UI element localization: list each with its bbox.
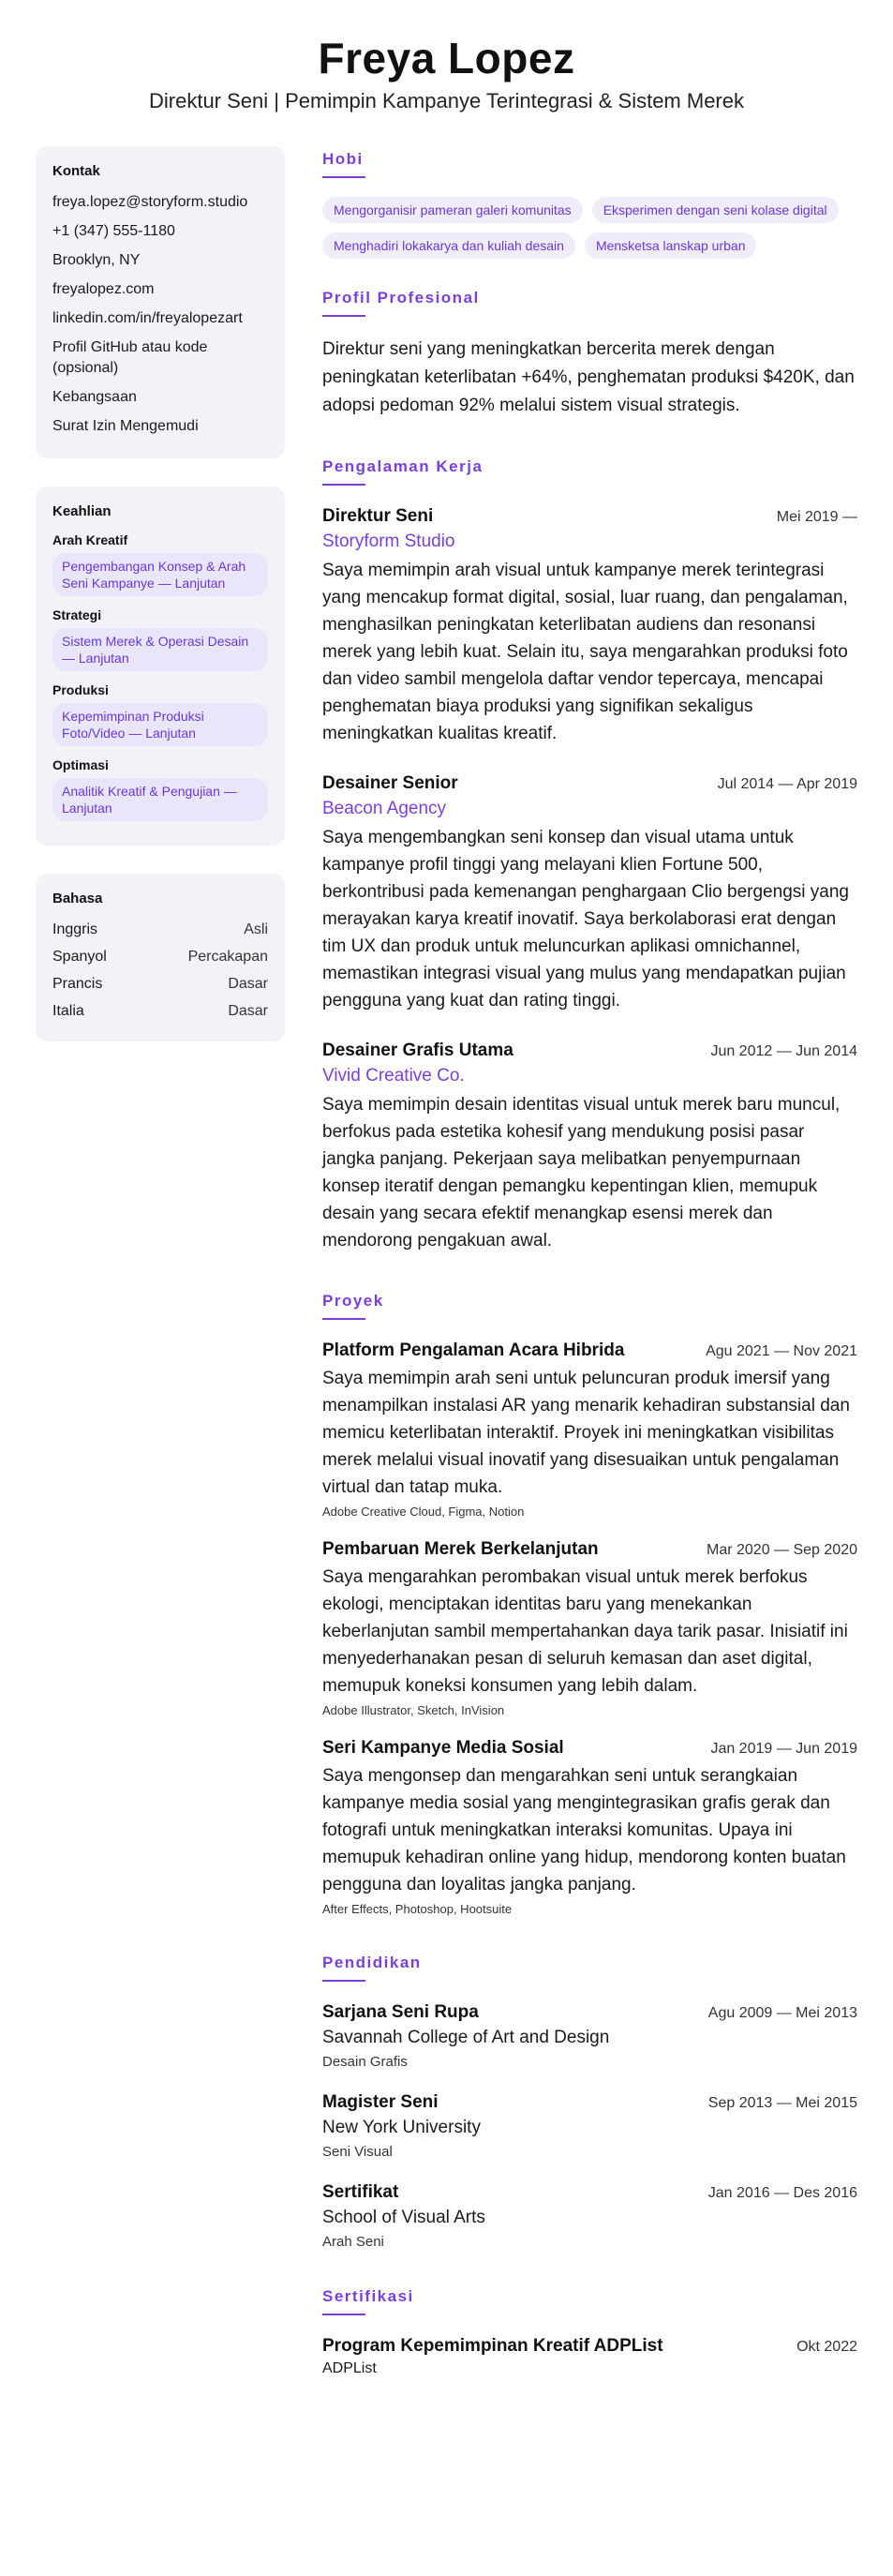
section-divider [322, 315, 365, 317]
company-name: Beacon Agency [322, 799, 447, 818]
education-entry [322, 2000, 857, 2070]
section-title: Profil Profesional [322, 289, 480, 307]
language-name: Spanyol [52, 949, 107, 965]
section-divider [322, 1318, 365, 1320]
project-name: Pembaruan Merek Berkelanjutan [322, 1539, 599, 1559]
company-name: Storyform Studio [322, 532, 455, 551]
project-entry [322, 1736, 857, 1916]
language-row [52, 947, 268, 967]
candidate-name: Freya Lopez [318, 34, 575, 82]
skills-title: Keahlian [52, 503, 112, 519]
degree-name: Sertifikat [322, 2182, 399, 2202]
experience-entry [322, 771, 857, 1014]
profile-summary: Direktur seni yang meningkatkan bercerita merek dengan peningkatan keterlibatan +64%, penghematan produksi $420K, dan adopsi pedoman 92% melalui sistem visual strategis. [322, 339, 855, 415]
language-level: Dasar [228, 1003, 268, 1019]
languages-card [36, 874, 285, 1041]
skill-pill: Analitik Kreatif & Pengujian — Lanjutan [52, 778, 268, 821]
project-entry [322, 1339, 857, 1519]
section-title: Proyek [322, 1292, 384, 1310]
skill-pill: Pengembangan Konsep & Arah Seni Kampanye — Lanjutan [52, 553, 268, 596]
language-level: Asli [244, 921, 268, 937]
section-divider [322, 2314, 365, 2315]
job-title: Desainer Senior [322, 773, 458, 793]
section-title: Pengalaman Kerja [322, 457, 484, 475]
project-date: Mar 2020 — Sep 2020 [707, 1542, 857, 1558]
language-row [52, 974, 268, 995]
project-name: Seri Kampanye Media Sosial [322, 1738, 564, 1758]
contact-email[interactable]: freya.lopez@storyform.studio [52, 194, 248, 210]
language-level: Percakapan [187, 949, 268, 965]
skill-pill: Kepemimpinan Produksi Foto/Video — Lanjutan [52, 703, 268, 746]
job-date: Jun 2012 — Jun 2014 [710, 1043, 857, 1059]
education-date: Agu 2009 — Mei 2013 [707, 2005, 857, 2021]
contact-linkedin[interactable]: linkedin.com/in/freyalopezart [52, 310, 243, 326]
job-date: Jul 2014 — Apr 2019 [717, 776, 857, 792]
certification-name: Program Kepemimpinan Kreatif ADPList [322, 2336, 663, 2356]
language-row [52, 1001, 268, 1022]
job-description: Saya memimpin arah visual untuk kampanye merek terintegrasi yang mencakup format digital, sosial, luar ruang, dan pengalaman, menghasilkan peningkatan keterlibatan audiens dan resonansi merek yang lebih kuat. Selain itu, saya mengarahkan produksi foto dan video sambil mengelola daftar vendor tepercaya, mencapai penghematan biaya produksi yang signifikan sekaligus meningkatkan kualitas kreatif. [322, 561, 848, 743]
field-of-study: Seni Visual [322, 2144, 393, 2160]
degree-name: Magister Seni [322, 2092, 439, 2112]
project-description: Saya memimpin arah seni untuk peluncuran produk imersif yang menampilkan instalasi AR yang menarik kehadiran substansial dan memicu keterlibatan interaktif. Proyek ini meningkatkan visibilitas merek melalui visual inovatif yang disesuaikan untuk pengalaman virtual dan tatap muka. [322, 1369, 850, 1497]
language-name: Prancis [52, 976, 103, 992]
field-of-study: Desain Grafis [322, 2054, 408, 2070]
certification-entry [322, 2334, 857, 2377]
skill-category: Produksi [52, 682, 109, 697]
contact-location: Brooklyn, NY [52, 252, 141, 268]
section-title: Hobi [322, 150, 364, 168]
field-of-study: Arah Seni [322, 2234, 384, 2250]
language-name: Inggris [52, 921, 98, 937]
education-date: Sep 2013 — Mei 2015 [707, 2095, 857, 2111]
section-divider [322, 176, 365, 178]
degree-name: Sarjana Seni Rupa [322, 2002, 479, 2022]
contact-license: Surat Izin Mengemudi [52, 418, 199, 434]
hobby-pill: Mengorganisir pameran galeri komunitas [322, 197, 583, 223]
education-section [322, 1954, 857, 2250]
contact-nationality: Kebangsaan [52, 389, 137, 405]
contact-github[interactable]: Profil GitHub atau kode (opsional) [52, 339, 208, 376]
skills-card [36, 487, 285, 846]
project-description: Saya mengarahkan perombakan visual untuk merek berfokus ekologi, menciptakan identitas baru yang menekankan keberlanjutan sambil mempertahankan daya tarik pasar. Inisiatif ini menyederhanakan pesan di seluruh kemasan dan aset digital, memupuk koneksi konsumen yang lebih dalam. [322, 1567, 848, 1696]
resume-layout [36, 146, 857, 2415]
skill-pill: Sistem Merek & Operasi Desain — Lanjutan [52, 628, 268, 671]
resume-header [36, 0, 857, 114]
section-title: Sertifikasi [322, 2287, 414, 2305]
language-row [52, 920, 268, 940]
contact-website[interactable]: freyalopez.com [52, 281, 155, 297]
hobby-pill: Menghadiri lokakarya dan kuliah desain [322, 232, 575, 259]
experience-entry [322, 504, 857, 747]
project-tech: Adobe Creative Cloud, Figma, Notion [322, 1505, 525, 1519]
skill-category: Arah Kreatif [52, 532, 128, 547]
school-name: Savannah College of Art and Design [322, 2028, 610, 2047]
language-level: Dasar [228, 976, 268, 992]
profile-section [322, 289, 857, 420]
experience-section [322, 457, 857, 1254]
contact-title: Kontak [52, 163, 100, 179]
project-entry [322, 1537, 857, 1717]
job-title: Direktur Seni [322, 506, 434, 526]
language-name: Italia [52, 1003, 84, 1019]
job-description: Saya memimpin desain identitas visual untuk merek baru muncul, berfokus pada estetika kohesif yang mendukung posisi pasar jangka panjang. Pekerjaan saya melibatkan penyempurnaan konsep iteratif dengan pemangku kepentingan klien, memupuk desain yang secara efektif menangkap esensi merek dan mendorong pengakuan awal. [322, 1095, 841, 1251]
hobby-pill: Mensketsa lanskap urban [585, 232, 757, 259]
section-divider [322, 1980, 365, 1982]
job-description: Saya mengembangkan seni konsep dan visual utama untuk kampanye profil tinggi yang melayani klien Fortune 500, berkontribusi pada kemenangan penghargaan Clio bergengsi yang merayakan karya kreatif inovatif. Saya berkolaborasi erat dengan tim UX dan produk untuk meluncurkan aplikasi omnichannel, memastikan integrasi visual yang mulus yang mendapatkan pujian pengguna yang kuat dan rating tinggi. [322, 828, 849, 1011]
project-tech: Adobe Illustrator, Sketch, InVision [322, 1703, 505, 1717]
section-divider [322, 484, 365, 486]
project-date: Agu 2021 — Nov 2021 [706, 1343, 857, 1359]
main-content [322, 146, 857, 2415]
project-description: Saya mengonsep dan mengarahkan seni untuk serangkaian kampanye media sosial yang mengintegrasikan grafis gerak dan fotografi untuk meningkatkan interaksi komunitas. Upaya ini memupuk kehadiran online yang hidup, mendorong konten buatan pengguna dan loyalitas jangka panjang. [322, 1766, 846, 1895]
contact-phone[interactable]: +1 (347) 555-1180 [52, 223, 175, 239]
sidebar [36, 146, 285, 2415]
job-date: Mei 2019 — [776, 509, 857, 525]
certifications-section [322, 2287, 857, 2377]
project-tech: After Effects, Photoshop, Hootsuite [322, 1902, 513, 1916]
section-title: Pendidikan [322, 1954, 422, 1971]
projects-section [322, 1292, 857, 1916]
contact-card [36, 146, 285, 458]
hobby-list [322, 197, 857, 259]
school-name: New York University [322, 2118, 481, 2137]
project-date: Jan 2019 — Jun 2019 [710, 1741, 857, 1757]
education-date: Jan 2016 — Des 2016 [707, 2185, 857, 2201]
certification-issuer: ADPList [322, 2360, 377, 2376]
experience-entry [322, 1039, 857, 1254]
education-entry [322, 2090, 857, 2160]
skill-category: Strategi [52, 607, 102, 622]
project-name: Platform Pengalaman Acara Hibrida [322, 1340, 625, 1360]
education-entry [322, 2180, 857, 2250]
hobbies-section [322, 150, 857, 259]
languages-title: Bahasa [52, 891, 103, 906]
company-name: Vivid Creative Co. [322, 1066, 465, 1086]
job-title: Desainer Grafis Utama [322, 1041, 513, 1060]
skill-category: Optimasi [52, 757, 109, 772]
school-name: School of Visual Arts [322, 2208, 485, 2227]
certification-date: Okt 2022 [796, 2339, 857, 2355]
hobby-pill: Eksperimen dengan seni kolase digital [592, 197, 839, 223]
candidate-subtitle: Direktur Seni | Pemimpin Kampanye Terintegrasi & Sistem Merek [149, 89, 744, 112]
